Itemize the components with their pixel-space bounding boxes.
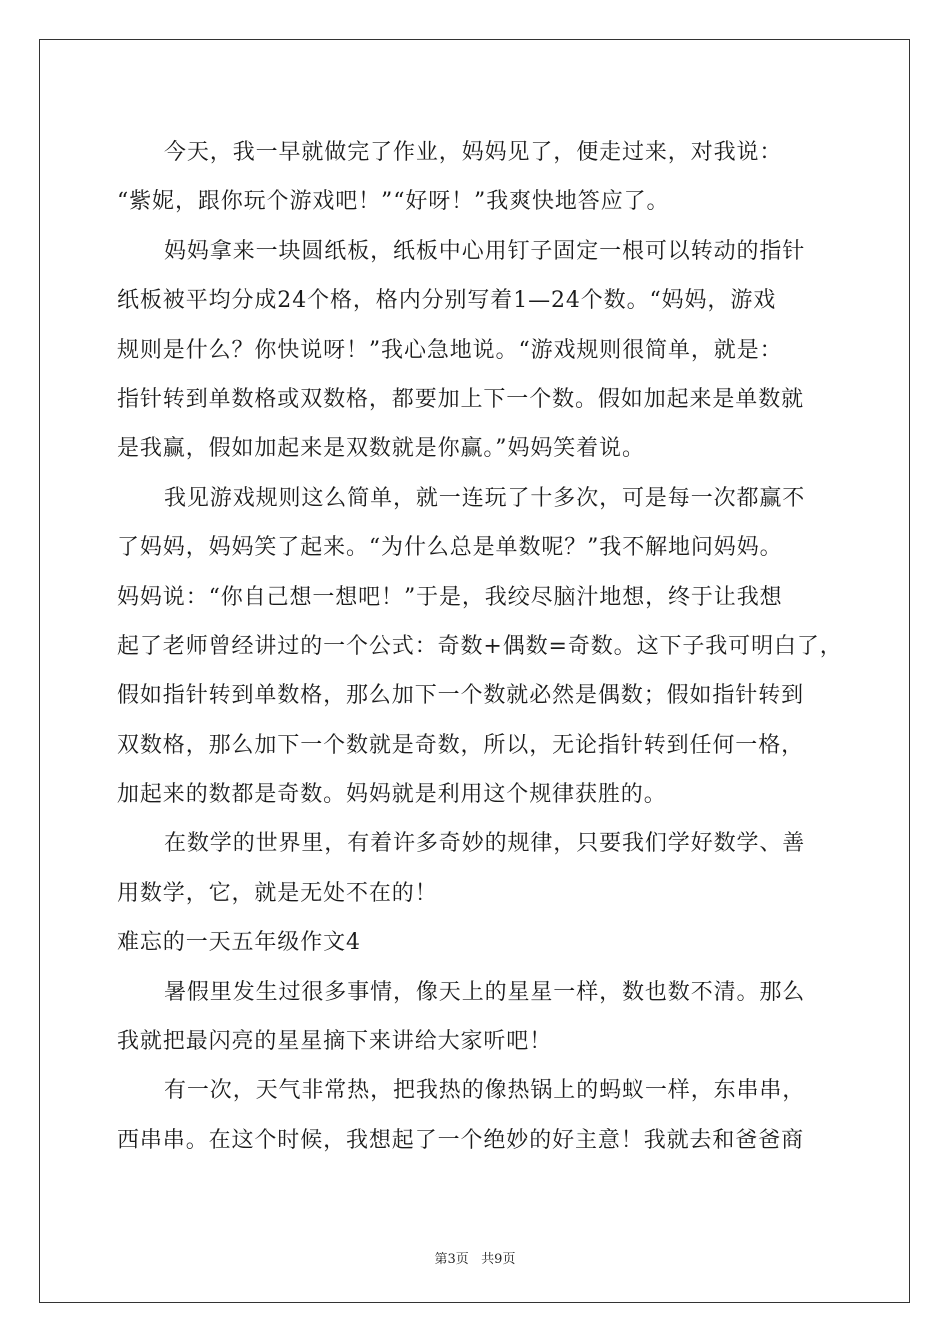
- section-heading: [117, 918, 857, 967]
- text-line: 用数学，它，就是无处不在的！: [117, 880, 438, 906]
- text-line: 妈妈说：“你自己想一想吧！”于是，我绞尽脑汁地想，终于让我想: [117, 584, 783, 610]
- text-line: 今天，我一早就做完了作业，妈妈见了，便走过来，对我说：: [164, 140, 783, 165]
- text-line: 假如指针转到单数格，那么加下一个数就必然是偶数；假如指针转到: [117, 683, 805, 709]
- text-line: 我就把最闪亮的星星摘下来讲给大家听吧！: [117, 1029, 553, 1055]
- paragraph: [117, 968, 857, 1067]
- paragraph: [117, 474, 857, 820]
- text-line: 我见游戏规则这么简单，就一连玩了十多次，可是每一次都赢不: [164, 485, 806, 511]
- text-line: 纸板被平均分成24个格，格内分别写着1—24个数。“妈妈，游戏: [117, 288, 777, 314]
- paragraph: [117, 819, 857, 918]
- text-line: 暑假里发生过很多事情，像天上的星星一样，数也数不清。那么: [164, 979, 806, 1005]
- text-line: “紫妮，跟你玩个游戏吧！”“好呀！”我爽快地答应了。: [117, 189, 670, 215]
- text-line: 在数学的世界里，有着许多奇妙的规律，只要我们学好数学、善: [164, 831, 806, 857]
- heading-text: 难忘的一天五年级作文4: [117, 930, 361, 956]
- paragraph: [117, 128, 857, 227]
- text-line: 是我赢，假如加起来是双数就是你赢。”妈妈笑着说。: [117, 436, 645, 462]
- document-body: [117, 128, 857, 1165]
- text-line: 了妈妈，妈妈笑了起来。“为什么总是单数呢？”我不解地问妈妈。: [117, 535, 783, 561]
- text-line: 加起来的数都是奇数。妈妈就是利用这个规律获胜的。: [117, 782, 667, 808]
- paragraph: [117, 1066, 857, 1165]
- text-line: 妈妈拿来一块圆纸板，纸板中心用钉子固定一根可以转动的指针: [164, 238, 806, 264]
- paragraph: [117, 227, 857, 474]
- page-number-footer: 第3页 共9页: [434, 1252, 516, 1267]
- text-line: 起了老师曾经讲过的一个公式：奇数+偶数=奇数。这下子我可明白了，: [117, 633, 843, 659]
- text-line: 双数格，那么加下一个数就是奇数，所以，无论指针转到任何一格，: [117, 732, 805, 758]
- text-line: 西串串。在这个时候，我想起了一个绝妙的好主意！我就去和爸爸商: [117, 1127, 805, 1153]
- text-line: 有一次，天气非常热，把我热的像热锅上的蚂蚁一样，东串串，: [164, 1078, 806, 1104]
- text-line: 指针转到单数格或双数格，都要加上下一个数。假如加起来是单数就: [117, 386, 805, 412]
- text-line: 规则是什么？你快说呀！”我心急地说。“游戏规则很简单，就是：: [117, 337, 783, 363]
